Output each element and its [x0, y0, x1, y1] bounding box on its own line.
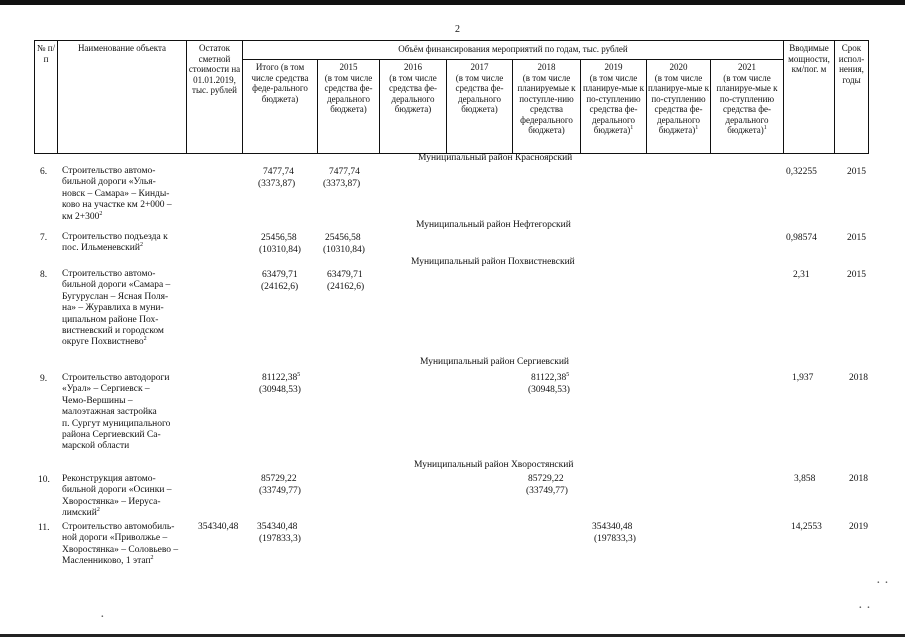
row-11-name-line: Масленниково, 1 этап [62, 556, 151, 567]
row-7-2015-value: 25456,58 [325, 233, 361, 243]
row-9-2018 [528, 372, 570, 396]
header-2021-footnote: 1 [763, 125, 767, 131]
row-6-2015 [323, 166, 360, 190]
header-2020-footnote: 1 [695, 125, 699, 131]
row-8-name-line: ципальном районе Пох- [62, 314, 159, 325]
row-8-name-line: вистневский и городском [62, 326, 164, 337]
row-8-name [62, 269, 192, 349]
row-8-name-line: Строительство автомо- [62, 269, 156, 279]
row-7-footnote: 2 [139, 242, 143, 249]
row-8-name-line: бильной дороги «Самара – [62, 280, 171, 291]
row-9-total-footnote: 5 [297, 371, 301, 378]
row-10-2018-fed: (33749,77) [526, 486, 568, 496]
header-2018-note: (в том числе планируемые к поступле-нию средства федерального бюджета) [517, 72, 576, 135]
row-11-total [257, 521, 301, 545]
row-11-name [62, 522, 196, 568]
row-11-2019-value: 354340,48 [592, 522, 633, 532]
row-6-footnote: 2 [99, 210, 103, 217]
row-11-2019 [592, 521, 636, 545]
row-9-name-line: Строительство автодороги [62, 373, 170, 383]
row-8-total [261, 269, 298, 293]
row-6-num: 6. [40, 167, 48, 177]
row-11-remainder: 354340,48 [198, 522, 239, 532]
row-7-total-fed: (10310,84) [259, 245, 301, 255]
row-8-total-value: 63479,71 [262, 270, 298, 280]
header-2021-note: (в том числе планируе-мые к по-ступлению средства фе-дерального бюджета) [716, 72, 778, 135]
row-10-deadline: 2018 [849, 474, 868, 484]
section-neftegorsky: Муниципальный район Нефтегорский [416, 220, 571, 230]
bottom-border [0, 634, 905, 637]
row-9-name-line: «Урал» – Сергиевск – [62, 384, 150, 395]
row-7-num: 7. [40, 233, 48, 243]
row-10-num: 10. [38, 475, 50, 485]
row-8-2015 [327, 269, 364, 293]
header-2021-year: 2021 [738, 62, 756, 72]
header-2017 [447, 62, 512, 115]
row-7-2015 [323, 232, 365, 256]
section-pokhvistnevsky: Муниципальный район Похвистневский [411, 257, 575, 267]
scan-speck: · · [858, 601, 871, 616]
header-2021 [711, 62, 783, 136]
scan-speck: · · [876, 576, 889, 591]
row-9-total-value: 81122,38 [262, 373, 298, 383]
header-2017-note: (в том числе средства фе-дерального бюджета) [455, 72, 504, 114]
row-9-name-line: малоэтажная застройка [62, 407, 157, 418]
page-number: 2 [455, 24, 460, 35]
row-6-total-value: 7477,74 [263, 167, 294, 177]
header-2017-year: 2017 [470, 62, 489, 72]
section-khvorostyansky: Муниципальный район Хворостянский [414, 460, 574, 470]
row-11-name-line: ной дороги «Приволжье – [62, 533, 168, 544]
row-9-name-line: п. Сургут муниципального [62, 418, 171, 429]
row-8-deadline: 2015 [847, 270, 866, 280]
row-9-name-line: района Сергиевский Са- [62, 430, 161, 441]
header-2015-note: (в том числе средства фе-дерального бюджета) [324, 72, 373, 114]
row-7-total [259, 232, 301, 256]
section-krasnoyarsky: Муниципальный район Красноярский [418, 153, 573, 163]
row-6-total [258, 166, 295, 190]
row-6-total-fed: (3373,87) [258, 179, 296, 189]
header-2015 [318, 62, 379, 115]
header-name: Наименование объекта [77, 43, 167, 53]
row-6-name-line: км 2+300 [62, 211, 100, 222]
row-6-name-line: бильной дороги «Улья- [62, 177, 156, 188]
header-2019-footnote: 1 [630, 125, 634, 131]
row-6-deadline: 2015 [847, 167, 866, 177]
header-remainder: Остаток сметной стоимости на 01.01.2019, тыс. рублей [188, 43, 241, 95]
row-11-name-line: Строительство автомобиль- [62, 522, 175, 532]
row-10-total [259, 473, 301, 497]
row-8-name-line: на» – Журавлиха в муни- [62, 303, 164, 314]
row-9-name-line: Чемо-Вершины – [62, 395, 133, 406]
row-9-name [62, 373, 192, 453]
row-10-name [62, 474, 192, 520]
row-11-total-value: 354340,48 [257, 522, 298, 532]
top-border [0, 0, 905, 5]
header-2020-year: 2020 [669, 62, 688, 72]
row-6-capacity: 0,32255 [786, 167, 817, 177]
row-11-2019-fed: (197833,3) [594, 534, 636, 544]
header-2016 [380, 62, 446, 115]
row-10-2018 [526, 473, 568, 497]
row-9-2018-value: 81122,38 [531, 373, 567, 383]
row-6-2015-value: 7477,74 [329, 167, 360, 177]
row-11-num: 11. [38, 523, 50, 533]
header-financing: Объём финансирования мероприятий по годам, тыс. рублей [398, 44, 628, 54]
row-7-name-line: Строительство подъезда к [62, 232, 168, 242]
row-7-2015-fed: (10310,84) [323, 245, 365, 255]
row-11-footnote: 2 [150, 555, 154, 562]
header-2019 [581, 62, 646, 136]
header-capacity: Вводимые мощности, км/пог. м [788, 43, 830, 74]
row-8-num: 8. [40, 270, 48, 280]
row-10-name-line: Хворостянка» – Иеруса- [62, 496, 161, 507]
row-10-name-line: лимский [62, 508, 97, 519]
header-2016-note: (в том числе средства фе-дерального бюджета) [388, 72, 438, 114]
row-10-footnote: 2 [96, 507, 100, 514]
scan-speck: · [100, 610, 105, 625]
table-header [34, 40, 869, 154]
header-total: Итого (в том числе средства феде-рального бюджета) [251, 62, 309, 104]
row-9-total-fed: (30948,53) [259, 385, 301, 395]
header-2019-note: (в том числе планируе-мые к по-ступлению средства фе-дерального бюджета) [582, 72, 645, 135]
header-2020-note: (в том числе планируе-мые к по-ступлению средства фе-дерального бюджета) [647, 72, 710, 135]
row-6-name-line: Строительство автомо- [62, 166, 156, 176]
row-8-name-line: Бугуруслан – Ясная Поля- [62, 291, 169, 302]
row-10-capacity: 3,858 [794, 474, 816, 484]
row-11-total-fed: (197833,3) [259, 534, 301, 544]
row-7-total-value: 25456,58 [261, 233, 297, 243]
row-10-name-line: бильной дороги «Осинки – [62, 485, 172, 496]
row-8-footnote: 2 [143, 336, 147, 343]
header-2020 [647, 62, 710, 136]
row-8-total-fed: (24162,6) [261, 282, 299, 292]
row-8-2015-value: 63479,71 [327, 270, 363, 280]
row-7-capacity: 0,98574 [786, 233, 817, 243]
row-11-deadline: 2019 [849, 522, 868, 532]
header-num: № п/п [36, 43, 56, 64]
row-7-name-line: пос. Ильменевский [62, 243, 140, 254]
header-2016-year: 2016 [404, 62, 422, 72]
row-8-name-line: округе Похвистнево [62, 337, 144, 348]
row-9-capacity: 1,937 [792, 373, 814, 383]
row-9-name-line: марской области [62, 441, 130, 452]
row-7-deadline: 2015 [847, 233, 866, 243]
row-10-name-line: Реконструкция автомо- [62, 474, 156, 484]
row-8-capacity: 2,31 [793, 270, 810, 280]
row-6-name-line: новск – Самара» – Кинды- [62, 188, 170, 199]
header-deadline: Срок испол-нения, годы [838, 43, 865, 85]
row-6-name [62, 166, 192, 223]
row-6-2015-fed: (3373,87) [323, 179, 361, 189]
header-2018-year: 2018 [537, 62, 556, 72]
row-9-deadline: 2018 [849, 373, 868, 383]
row-7-name [62, 232, 192, 255]
section-sergievsky: Муниципальный район Сергиевский [420, 357, 569, 367]
row-8-2015-fed: (24162,6) [327, 282, 365, 292]
row-6-name-line: ково на участке км 2+000 – [62, 200, 172, 211]
row-11-capacity: 14,2553 [791, 522, 822, 532]
header-2018 [513, 62, 580, 136]
row-9-2018-footnote: 5 [566, 371, 570, 378]
header-2019-year: 2019 [604, 62, 623, 72]
row-10-total-fed: (33749,77) [259, 486, 301, 496]
row-9-total [259, 372, 301, 396]
row-10-total-value: 85729,22 [261, 474, 297, 484]
row-10-2018-value: 85729,22 [528, 474, 564, 484]
row-9-2018-fed: (30948,53) [528, 385, 570, 395]
header-2015-year: 2015 [339, 62, 358, 72]
row-9-num: 9. [40, 374, 48, 384]
row-11-name-line: Хворостянка» – Соловьево – [62, 544, 179, 555]
